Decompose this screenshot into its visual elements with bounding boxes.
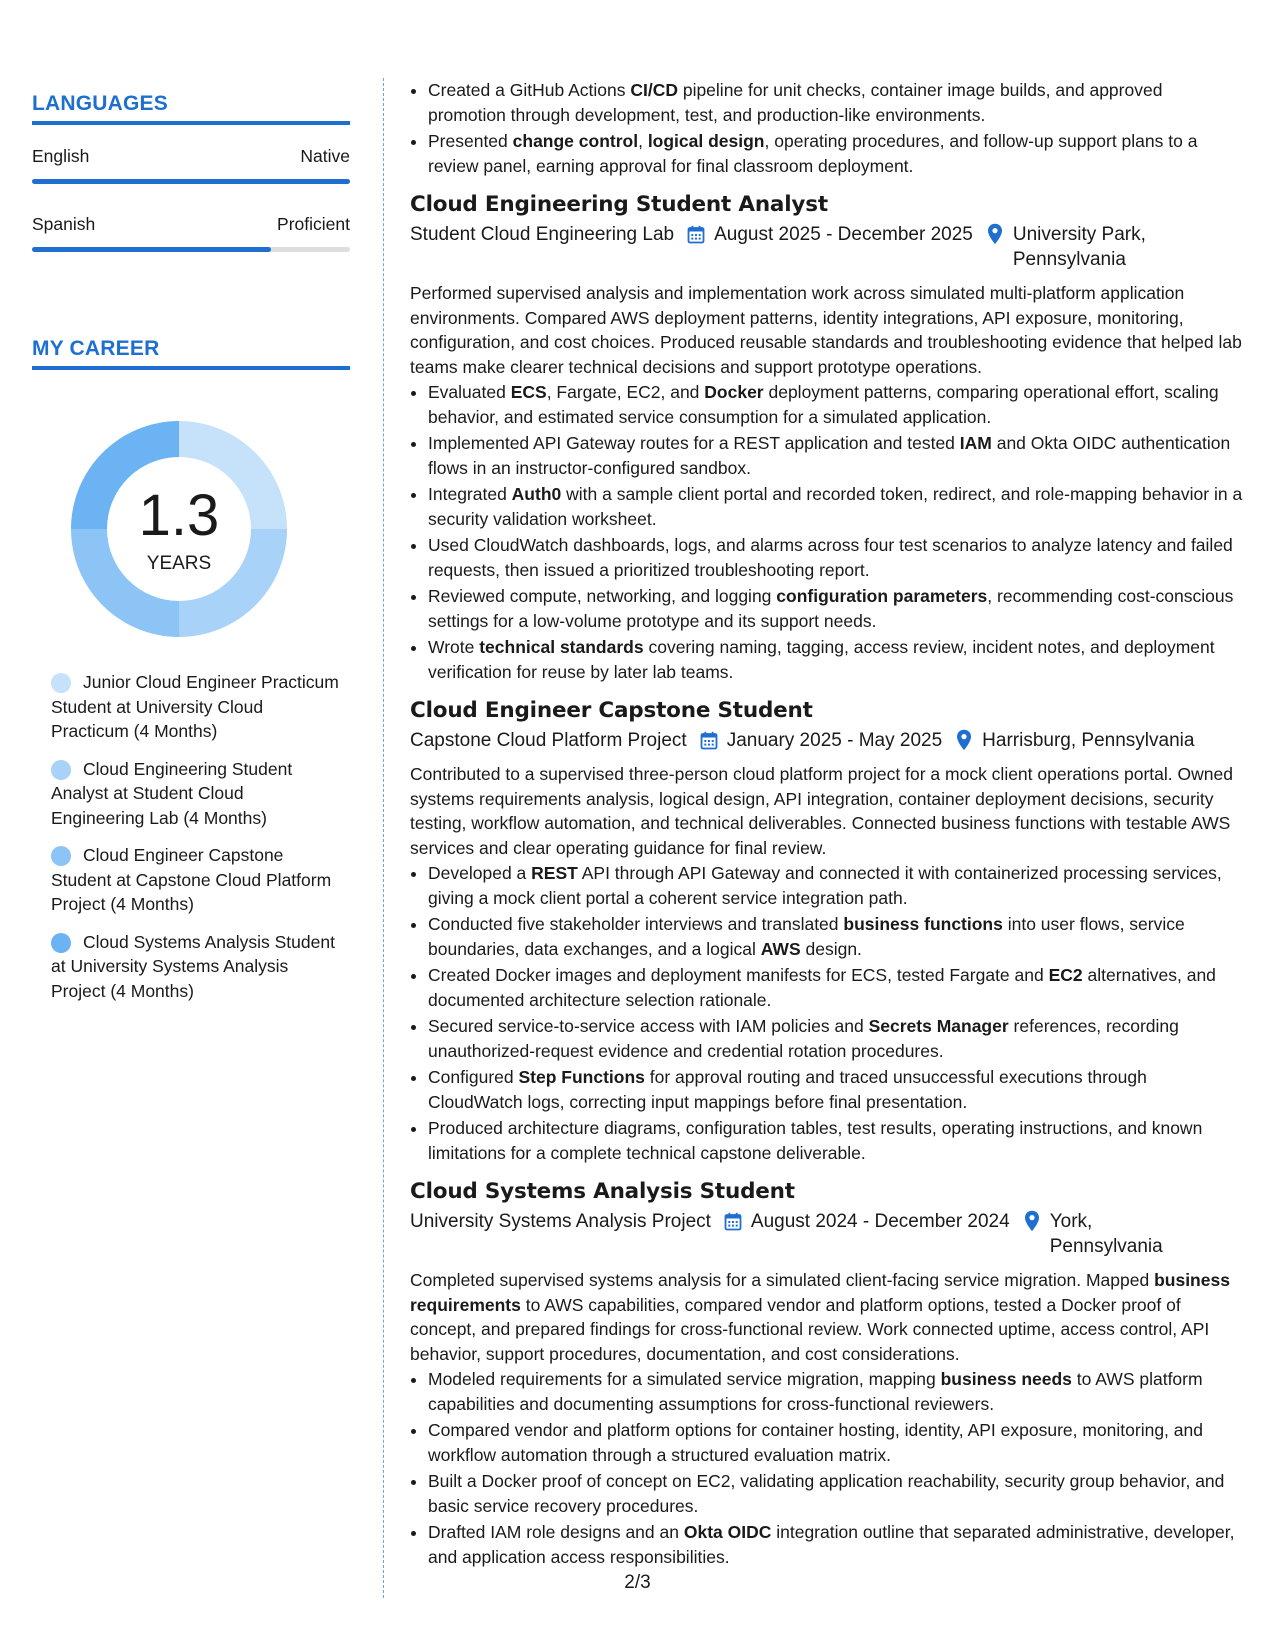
career-total: [67, 417, 291, 641]
bold-keyword: technical standards: [479, 637, 644, 657]
company-name: Student Cloud Engineering Lab: [410, 224, 675, 245]
career-legend-item: [51, 843, 341, 917]
text-run: Drafted IAM role designs and an: [428, 1522, 684, 1542]
text-run: Compared vendor and platform options for container hosting, identity, API exposure, monitoring, and workflow automation through a structured evaluation matrix.: [428, 1420, 1203, 1465]
bullet-item: [428, 1367, 1245, 1416]
bullet-item: [428, 129, 1245, 178]
proficiency-fill: [32, 247, 271, 252]
language-level: Proficient: [277, 214, 350, 234]
bold-keyword: IAM: [959, 433, 992, 453]
job-entry: [410, 696, 1245, 1165]
bold-keyword: CI/CD: [630, 80, 678, 100]
proficiency-bar: [32, 247, 350, 252]
text-run: for approval routing and traced unsuccessful executions through CloudWatch logs, correcting input mappings before final presentation.: [428, 1067, 1147, 1112]
job-title: Cloud Engineer Capstone Student: [410, 698, 813, 723]
job-meta: [410, 728, 1245, 753]
bullet-item: [428, 1520, 1245, 1569]
text-run: , recommending cost-conscious settings for a low-volume prototype and its support needs.: [428, 586, 1234, 631]
bold-keyword: business functions: [843, 914, 1003, 934]
sidebar: [32, 92, 350, 1001]
bullet-item: [428, 482, 1245, 531]
language-level: Native: [300, 146, 350, 166]
job-location: University Park, Pennsylvania: [1012, 224, 1146, 270]
text-run: ,: [638, 131, 648, 151]
map-pin-icon: [954, 728, 974, 752]
bold-keyword: ECS: [510, 382, 547, 402]
job-title: Cloud Systems Analysis Student: [410, 1179, 795, 1204]
job-title: Cloud Engineering Student Analyst: [410, 192, 828, 217]
text-run: pipeline for unit checks, container image builds, and approved promotion through development, test, and production-like environments.: [428, 80, 1163, 125]
text-run: integration outline that separated administrative, developer, and application access responsibilities.: [428, 1522, 1235, 1567]
bullet-item: [428, 380, 1245, 429]
text-run: Used CloudWatch dashboards, logs, and alarms across four test scenarios to analyze latency and failed requests, then issued a prioritized troubleshooting report.: [428, 535, 1233, 580]
experience-column: [410, 78, 1245, 1571]
text-run: to AWS platform capabilities and documenting assumptions for cross-functional reviewers.: [428, 1369, 1203, 1414]
job-summary: Contributed to a supervised three-person cloud platform project for a mock client operations portal. Owned systems requirements analysis, logical design, API integration, container deployment decisions, security testing, workflow automation, and technical deliverables. Connected business functions with testable AWS services and clear operating guidance for final review.: [410, 764, 1233, 858]
job-meta: [410, 222, 1245, 272]
bullet-item: [428, 1014, 1245, 1063]
text-run: Created Docker images and deployment manifests for ECS, tested Fargate and: [428, 965, 1049, 985]
bullet-item: [428, 861, 1245, 910]
language-row: [32, 213, 350, 235]
bold-keyword: business needs: [940, 1369, 1072, 1389]
bold-keyword: AWS: [760, 938, 801, 959]
text-run: Built a Docker proof of concept on EC2, validating application reachability, security group behavior, and basic service recovery procedures.: [428, 1471, 1225, 1516]
job-location: Harrisburg, Pennsylvania: [982, 730, 1195, 751]
bold-keyword: Docker: [704, 382, 764, 402]
bullet-item: [428, 963, 1245, 1012]
text-run: Evaluated: [428, 382, 511, 402]
bullet-item: [428, 1469, 1245, 1518]
bold-keyword: change control: [512, 131, 639, 151]
page-number: 2/3: [624, 1572, 651, 1593]
language-item: [32, 145, 350, 195]
career-total-unit: YEARS: [146, 553, 212, 574]
column-divider: [383, 78, 384, 1598]
legend-label: Cloud Engineer Capstone Student at Capstone Cloud Platform Project (4 Months): [51, 845, 332, 914]
bullet-item: [428, 1065, 1245, 1114]
text-run: Conducted five stakeholder interviews and translated: [428, 914, 844, 934]
bold-keyword: Auth0: [511, 484, 562, 504]
language-name: English: [32, 146, 90, 166]
text-run: Implemented API Gateway routes for a REST application and tested: [428, 433, 960, 453]
job-bullets: [410, 861, 1245, 1165]
bold-keyword: Secrets Manager: [868, 1016, 1009, 1036]
text-run: with a sample client portal and recorded token, redirect, and role-mapping behavior in a security validation worksheet.: [428, 484, 1243, 529]
legend-dot: [51, 760, 71, 780]
bold-keyword: Okta OIDC: [683, 1522, 772, 1542]
text-run: Produced architecture diagrams, configuration tables, test results, operating instructions, and known limitations for a complete technical capstone deliverable.: [428, 1118, 1203, 1163]
bullet-item: [428, 78, 1245, 127]
calendar-icon: [686, 222, 706, 246]
bold-keyword: configuration parameters: [776, 586, 988, 606]
languages-list: [32, 145, 350, 263]
bold-keyword: logical design: [647, 131, 765, 151]
bullet-item: [428, 431, 1245, 480]
bullet-item: [428, 1116, 1245, 1165]
text-run: into user flows, service boundaries, data exchanges, and a logical: [428, 914, 1185, 959]
language-item: [32, 213, 350, 263]
text-run: Completed supervised systems analysis for a simulated client-facing service migration. Mapped: [410, 1270, 1155, 1290]
language-name: Spanish: [32, 214, 96, 234]
legend-dot: [51, 846, 71, 866]
text-run: Wrote: [428, 637, 480, 657]
text-run: covering naming, tagging, access review, incident notes, and deployment verification for reuse by later lab teams.: [428, 637, 1215, 682]
job-dates: August 2025 - December 2025: [714, 224, 973, 245]
career-section: [32, 337, 350, 1001]
job-bullets: [410, 1367, 1245, 1569]
job-summary: [410, 1268, 1245, 1366]
text-run: Developed a: [428, 863, 532, 883]
map-pin-icon: [985, 222, 1005, 246]
calendar-icon: [723, 1209, 743, 1233]
legend-label: Junior Cloud Engineer Practicum Student at University Cloud Practicum (4 Months): [51, 672, 339, 741]
career-total-value: 1.3: [138, 483, 220, 548]
job-dates: August 2024 - December 2024: [750, 1211, 1010, 1232]
text-run: Reviewed compute, networking, and logging: [428, 586, 777, 606]
text-run: Created a GitHub Actions: [428, 80, 631, 100]
proficiency-bar: [32, 179, 350, 184]
career-legend-item: [51, 930, 341, 1004]
job-summary: Performed supervised analysis and implementation work across simulated multi-platform application environments. Compared AWS deployment patterns, identity integrations, API exposure, monitoring, configuration, and cost choices. Produced reusable standards and troubleshooting evidence that helped lab teams make clearer technical decisions and support prototype operations.: [410, 283, 1242, 377]
legend-label: Cloud Engineering Student Analyst at Student Cloud Engineering Lab (4 Months): [51, 758, 293, 828]
calendar-icon: [699, 728, 719, 752]
career-legend: [51, 670, 341, 1016]
previous-job-bullets: [410, 78, 1245, 178]
language-row: [32, 145, 350, 167]
map-pin-icon: [1022, 1209, 1042, 1233]
text-run: and Okta OIDC authentication flows in an instructor-configured sandbox.: [428, 433, 1231, 478]
bullet-item: [428, 533, 1245, 582]
text-run: Integrated: [428, 484, 512, 504]
bullet-item: [428, 584, 1245, 633]
legend-label: Cloud Systems Analysis Student at University Systems Analysis Project (4 Months): [51, 931, 335, 1001]
text-run: design.: [800, 938, 862, 959]
bold-keyword: business requirements: [410, 1270, 1230, 1315]
text-run: , operating procedures, and follow-up support plans to a review panel, earning approval for final classroom deployment.: [428, 131, 1198, 176]
text-run: alternatives, and documented architecture selection rationale.: [428, 965, 1216, 1010]
bold-keyword: Step Functions: [518, 1067, 645, 1087]
text-run: references, recording unauthorized-request evidence and credential rotation procedures.: [428, 1016, 1179, 1061]
career-legend-item: [51, 757, 341, 831]
text-run: Presented: [428, 131, 513, 151]
text-run: deployment patterns, comparing operational effort, scaling behavior, and estimated service consumption for a simulated application.: [428, 382, 1219, 427]
languages-heading: LANGUAGES: [32, 92, 350, 125]
job-bullets: [410, 380, 1245, 684]
bullet-item: [428, 1418, 1245, 1467]
legend-dot: [51, 933, 71, 953]
career-legend-item: [51, 670, 341, 744]
legend-dot: [51, 673, 71, 693]
job-entry: [410, 1177, 1245, 1569]
job-list: [410, 190, 1245, 1569]
job-dates: January 2025 - May 2025: [726, 730, 943, 751]
bullet-item: [428, 912, 1245, 961]
job-location: York, Pennsylvania: [1049, 1211, 1163, 1257]
text-run: Configured: [428, 1067, 519, 1087]
bold-keyword: EC2: [1048, 965, 1083, 985]
text-run: Modeled requirements for a simulated service migration, mapping: [428, 1369, 941, 1389]
job-meta: [410, 1209, 1245, 1259]
text-run: API through API Gateway and connected it with containerized processing services, giving a mock client portal a coherent service integration path.: [428, 863, 1222, 908]
proficiency-fill: [32, 179, 350, 184]
bullet-item: [428, 635, 1245, 684]
text-run: to AWS capabilities, compared vendor and platform options, tested a Docker proof of concept, and prepared findings for cross-functional review. Work connected uptime, access control, API behavior, support procedures, documentation, and cost considerations.: [410, 1294, 1210, 1364]
text-run: Secured service-to-service access with IAM policies and: [428, 1016, 869, 1036]
text-run: , Fargate, EC2, and: [546, 382, 705, 402]
company-name: University Systems Analysis Project: [410, 1211, 711, 1232]
company-name: Capstone Cloud Platform Project: [410, 730, 687, 751]
bold-keyword: REST: [531, 863, 578, 883]
job-entry: [410, 190, 1245, 684]
career-heading: MY CAREER: [32, 337, 350, 370]
